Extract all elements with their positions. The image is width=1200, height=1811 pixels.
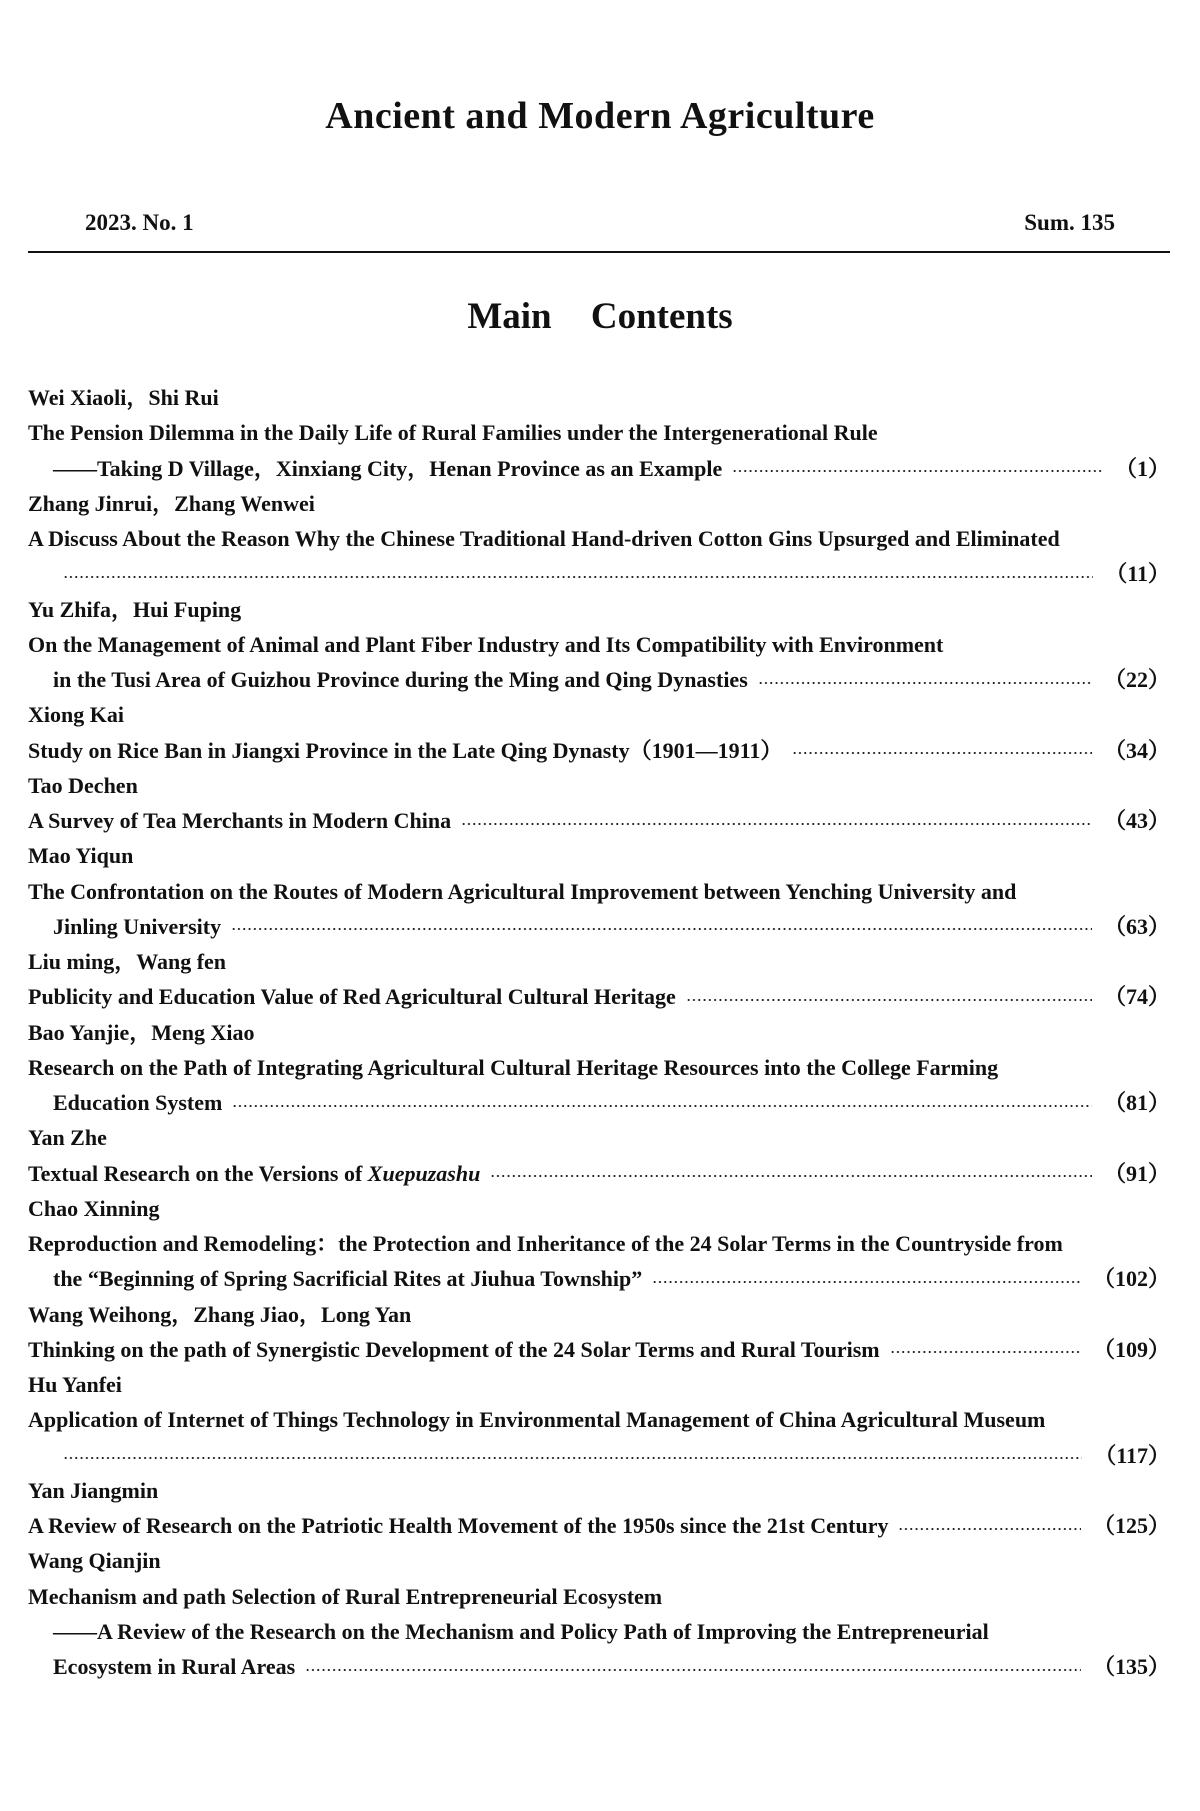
entry-title-prefix: Textual Research on the Versions of <box>28 1160 368 1186</box>
entry-authors: Wang Weihong，Zhang Jiao，Long Yan <box>28 1301 412 1327</box>
entry-title-last-line <box>28 979 1170 1014</box>
page-number: （34） <box>1103 737 1170 763</box>
toc-entry <box>28 1297 1170 1368</box>
page-number: （102） <box>1092 1266 1170 1292</box>
toc-entry <box>28 1473 1170 1544</box>
contents-heading: Main Contents <box>467 296 733 337</box>
page-number: （63） <box>1103 913 1170 939</box>
entry-authors: Mao Yiqun <box>28 843 134 869</box>
entry-authors: Liu ming，Wang fen <box>28 949 227 974</box>
entry-title-text: Thinking on the path of Synergistic Development of the 24 Solar Terms and Rural Tourism <box>28 1336 880 1362</box>
leader-dots <box>231 927 1092 931</box>
leader-dots <box>63 575 1093 579</box>
entry-title-text: ——Taking D Village，Xinxiang City，Henan Province as an Example <box>53 455 723 481</box>
entry-title-text: Jinling University <box>53 913 222 939</box>
entry-title-last-line <box>28 1508 1170 1543</box>
entry-authors: Hu Yanfei <box>28 1372 122 1397</box>
page-number: （109） <box>1092 1336 1170 1362</box>
page-number: （117） <box>1094 1442 1170 1468</box>
entry-authors: Wang Qianjin <box>28 1548 161 1574</box>
entry-title-last-line <box>28 556 1170 591</box>
entry-title-line: Research on the Path of Integrating Agricultural Cultural Heritage Resources into the College Farming <box>28 1054 999 1080</box>
toc-entry <box>28 838 1170 944</box>
sum-number: Sum. 135 <box>1024 210 1115 235</box>
entry-title-line: ——A Review of the Research on the Mechanism and Policy Path of Improving the Entrepreneurial <box>53 1618 989 1644</box>
entry-title-line: Reproduction and Remodeling：the Protection and Inheritance of the 24 Solar Terms in the Countryside from <box>28 1231 1063 1256</box>
leader-dots <box>652 1280 1081 1284</box>
page-number: （81） <box>1103 1090 1170 1115</box>
entry-title-text: in the Tusi Area of Guizhou Province during the Ming and Qing Dynasties <box>53 667 748 692</box>
leader-dots <box>305 1668 1081 1672</box>
entry-title-last-line <box>28 451 1170 486</box>
issue-number: 2023. No. 1 <box>85 210 194 235</box>
entry-title-last-line <box>28 1156 1170 1191</box>
entry-authors: Chao Xinning <box>28 1195 160 1221</box>
leader-dots <box>758 681 1092 685</box>
entry-title-last-line <box>28 1332 1170 1367</box>
entry-title-italic: Xuepuzashu <box>367 1160 481 1186</box>
entry-title-line: Mechanism and path Selection of Rural Entrepreneurial Ecosystem <box>28 1583 663 1609</box>
entry-title-last-line <box>28 1261 1170 1296</box>
page-number: （135） <box>1092 1654 1170 1679</box>
toc-entry <box>28 697 1170 768</box>
entry-authors: Zhang Jinrui，Zhang Wenwei <box>28 490 315 516</box>
toc-entry <box>28 1191 1170 1297</box>
entry-title-last-line <box>28 909 1170 944</box>
table-of-contents <box>28 380 1170 1684</box>
toc-entry <box>28 768 1170 839</box>
entry-authors: Yan Jiangmin <box>28 1477 159 1503</box>
leader-dots <box>461 822 1092 826</box>
entry-title-text: Study on Rice Ban in Jiangxi Province in the Late Qing Dynasty（1901—1911） <box>28 737 783 763</box>
entry-title-last-line <box>28 1085 1170 1120</box>
entry-title-text: the “Beginning of Spring Sacrificial Rites at Jiuhua Township” <box>53 1266 643 1292</box>
entry-authors: Yan Zhe <box>28 1125 107 1151</box>
page-number: （1） <box>1114 455 1170 481</box>
entry-authors: Tao Dechen <box>28 772 138 798</box>
entry-title-last-line <box>28 803 1170 838</box>
page-number: （91） <box>1103 1160 1170 1186</box>
page-number: （11） <box>1105 561 1170 587</box>
entry-title-text <box>28 1156 480 1191</box>
toc-entry <box>28 1015 1170 1121</box>
toc-entry <box>28 486 1170 592</box>
page-number: （43） <box>1103 808 1170 833</box>
leader-dots <box>686 998 1092 1002</box>
entry-title-line: The Pension Dilemma in the Daily Life of Rural Families under the Intergenerational Rule <box>28 420 878 446</box>
entry-title-text: Ecosystem in Rural Areas <box>53 1654 296 1679</box>
issue-row <box>85 210 1115 236</box>
entry-title-text: Publicity and Education Value of Red Agricultural Cultural Heritage <box>28 984 676 1010</box>
leader-dots <box>890 1350 1081 1354</box>
entry-title-line: On the Management of Animal and Plant Fiber Industry and Its Compatibility with Environment <box>28 631 944 657</box>
toc-entry <box>28 1543 1170 1684</box>
toc-entry <box>28 592 1170 698</box>
entry-title-text: Education System <box>53 1090 223 1115</box>
leader-dots <box>898 1527 1081 1531</box>
entry-authors: Xiong Kai <box>28 702 124 728</box>
toc-entry <box>28 1120 1170 1191</box>
entry-title-line: The Confrontation on the Routes of Modern Agricultural Improvement between Yenching University and <box>28 878 1017 904</box>
toc-entry <box>28 1367 1170 1473</box>
entry-title-last-line <box>28 733 1170 768</box>
journal-title: Ancient and Modern Agriculture <box>325 95 875 137</box>
leader-dots <box>232 1104 1092 1108</box>
header-rule <box>28 251 1170 253</box>
page-number: （125） <box>1092 1513 1170 1538</box>
leader-dots <box>732 469 1103 473</box>
page-number: （74） <box>1103 984 1170 1010</box>
entry-title-last-line <box>28 662 1170 697</box>
toc-entry <box>28 380 1170 486</box>
entry-title-last-line <box>28 1438 1170 1473</box>
leader-dots <box>490 1174 1092 1178</box>
entry-title-last-line <box>28 1649 1170 1684</box>
entry-title-line: Application of Internet of Things Technology in Environmental Management of China Agricultural Museum <box>28 1407 1046 1433</box>
entry-title-text: A Survey of Tea Merchants in Modern China <box>28 808 452 833</box>
page-number: （22） <box>1103 667 1170 692</box>
leader-dots <box>792 751 1092 755</box>
leader-dots <box>63 1456 1082 1460</box>
toc-entry <box>28 944 1170 1015</box>
entry-authors: Bao Yanjie，Meng Xiao <box>28 1019 255 1045</box>
entry-title-text: A Review of Research on the Patriotic Health Movement of the 1950s since the 21st Century <box>28 1513 889 1538</box>
entry-title-line: A Discuss About the Reason Why the Chinese Traditional Hand-driven Cotton Gins Upsurged and Eliminated <box>28 526 1060 551</box>
entry-authors: Yu Zhifa，Hui Fuping <box>28 596 242 622</box>
entry-authors: Wei Xiaoli，Shi Rui <box>28 385 219 410</box>
